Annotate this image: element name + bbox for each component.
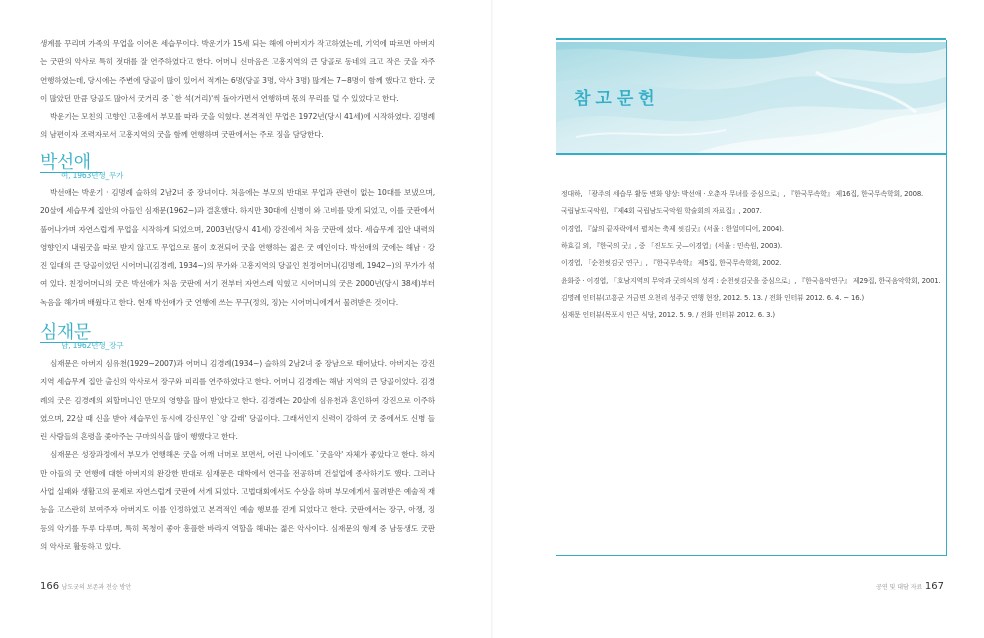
- folio-right: [876, 581, 944, 592]
- reference-item: 정대하, 「광주의 세습무 활동 변화 양상: 박선애 · 오춘자 무녀를 중심으로」, 『한국무속학』 제16집, 한국무속학회, 2008.: [561, 190, 924, 198]
- running-title: 공연 및 대담 자료: [876, 584, 923, 591]
- person-bio-shim: [40, 355, 435, 556]
- header-rule-bottom: [556, 153, 946, 155]
- person-subtitle-park: 여, 1963년생_무가: [61, 171, 124, 180]
- page-number: 166: [40, 581, 60, 592]
- frame-rule-bottom: [556, 555, 946, 556]
- references-title: 참고문헌: [574, 89, 660, 109]
- bio-paragraph: 박선애는 박운기 · 김명례 슬하의 2남2녀 중 장녀이다. 처음에는 부모의 반대로 무업과 관련이 없는 10대를 보냈으며, 20살에 세습무계 집안의 아들인 심재문(1962~)과 결혼했다. 하지만 30대에 신병이 와 고비를 맞게 되었고, 이를 굿판에서 풀어나가며 자연스럽게 무업을 시작하게 되었으며, 2003년(당시 41세) 강진에서 처음 굿판에 섰다. 세습무계 집안 내력의 영향인지 내림굿을 따로 받지 않고도 무업으로 몸이 호전되어 굿을 연행하는 젊은 굿 예인이다. 박선애의 굿에는 해남 · 강진 일대의 큰 당골이었던 시어머니(김경례, 1934~)의 무가와 고흥지역의 당골인 친정어머니(김명례, 1942~)의 무가가 섞여 있다. 친정어머니의 굿은 박선애가 처음 굿판에 서기 전부터 자연스레 익혔고 시어머니의 굿은 2000년(당시 38세)부터 녹음을 해가며 배웠다고 한다. 현재 박선애가 굿 연행에 쓰는 무구(정의, 징)는 시어머니에게서 물려받은 것이다.: [40, 188, 435, 307]
- bio-paragraph: 심재문은 아버지 심유천(1929~2007)과 어머니 김경례(1934~) 슬하의 2남2녀 중 장남으로 태어났다. 아버지는 강진지역 세습무계 집안 출신의 악사로서 장구와 피리를 연주하였다고 한다. 어머니 김경례는 해남 지역의 큰 당골이었다. 김경례의 굿은 김경례의 외할머니인 만모의 영향을 많이 받았다고 한다. 김경례는 20살에 심유천과 혼인하여 강진으로 이주하였으며, 22살 때 신을 받아 세습무인 동시에 강신무인 `양 갈래' 당골이다. 그래서인지 신력이 강하여 굿 중에서도 신병 들린 사람들의 혼령을 좇아주는 구마의식을 많이 행했다고 한다.: [40, 359, 435, 442]
- person-bio-park: [40, 184, 435, 312]
- reference-item: 이경엽, 『삶의 끝자락에서 펼치는 축제 씻김굿』(서울 : 한얼미디어, 2004).: [561, 224, 784, 233]
- reference-item: 윤화중 · 이경엽, 「호남지역의 무악과 굿의식의 성격 : 순천씻김굿을 중심으로」, 『한국음악연구』 제29집, 한국음악학회, 2001.: [561, 276, 941, 285]
- reference-item: 이경엽, 「순천씻김굿 연구」, 『한국무속학』 제5집, 한국무속학회, 2002.: [561, 259, 782, 268]
- running-title: 남도굿의 보존과 전승 방안: [61, 584, 132, 591]
- bio-paragraph: 심재문은 성장과정에서 부모가 연행해온 굿을 어깨 너머로 보면서, 어린 나이에도 `굿음악' 자체가 좋았다고 한다. 하지만 아들의 굿 연행에 대한 아버지의 완강한 반대로 심재문은 대학에서 연극을 전공하며 건설업에 종사하기도 했다. 그러나 사업 실패와 생활고의 문제로 자연스럽게 굿판에 서게 되었다. 고법대회에서도 수상을 하며 부모에게서 물려받은 예술적 재능을 고스란히 보여주자 아버지도 이를 인정하였고 본격적인 예술 행보를 걷게 되었다고 한다. 굿판에서는 장구, 아쟁, 징 등의 악기를 두루 다루며, 특히 목청이 좋아 흥플한 바라지 역할을 해내는 젊은 악사이다. 심재문의 형제 중 남동생도 굿판의 악사로 활동하고 있다.: [40, 450, 435, 551]
- page-number: 167: [924, 581, 944, 592]
- intro-paragraph: 생계를 꾸리며 가족의 무업을 이어온 세습무이다. 박운기가 15세 되는 해에 아버지가 작고하였는데, 기억에 따르면 아버지는 굿판의 악사로 특히 젓대를 잘 연주하였다고 한다. 어머니 신마음은 고흥지역의 큰 당골로 동네의 크고 작은 굿을 자주 연행하였는데, 당시에는 주변에 당골이 많이 있어서 적게는 6명(당골 3명, 악사 3명) 많게는 7~8명이 함께 했다고 한다. 굿이 많았던 만큼 당골도 많아서 굿거리 중 `한 석(거리)'씩 돌아가면서 연행하며 몫의 무리를 덜 수 있었다고 한다.: [40, 39, 435, 103]
- reference-item: 김명례 인터뷰(고흥군 거금면 오천리 성주굿 연행 현장, 2012. 5. 13. / 전화 인터뷰 2012. 6. 4. ~ 16.): [561, 294, 865, 303]
- references-header: [556, 38, 946, 153]
- person-name-park: 박선애: [40, 152, 91, 173]
- header-rule-top: [556, 38, 946, 40]
- intro-text: [40, 35, 435, 145]
- reference-item: 국립남도국악원, 『제4회 국립남도국악원 학술회의 자료집』, 2007.: [561, 207, 762, 216]
- person-name-shim: 심재문: [40, 322, 91, 343]
- reference-item: 하효길 외, 『한국의 굿』, 중 「진도도 굿—이경엽」(서울 : 민속원, 2003).: [561, 242, 783, 251]
- reference-list: [561, 186, 941, 325]
- frame-rule-right: [946, 40, 947, 556]
- right-page: [492, 0, 984, 638]
- person-subtitle-shim: 남, 1962년생_장구: [61, 341, 124, 350]
- intro-paragraph: 박운기는 모친의 고향인 고흥에서 부모를 따라 굿을 익혔다. 본격적인 무업은 1972년(당시 41세)에 시작하였다. 김명례의 남편이자 조력자로서 고흥지역의 굿을 함께 연행하며 굿판에서는 주로 징을 담당한다.: [40, 112, 435, 140]
- folio-left: [40, 581, 131, 592]
- reference-item: 심재문 인터뷰(목포시 인근 식당, 2012. 5. 9. / 전화 인터뷰 2012. 6. 3.): [561, 311, 775, 320]
